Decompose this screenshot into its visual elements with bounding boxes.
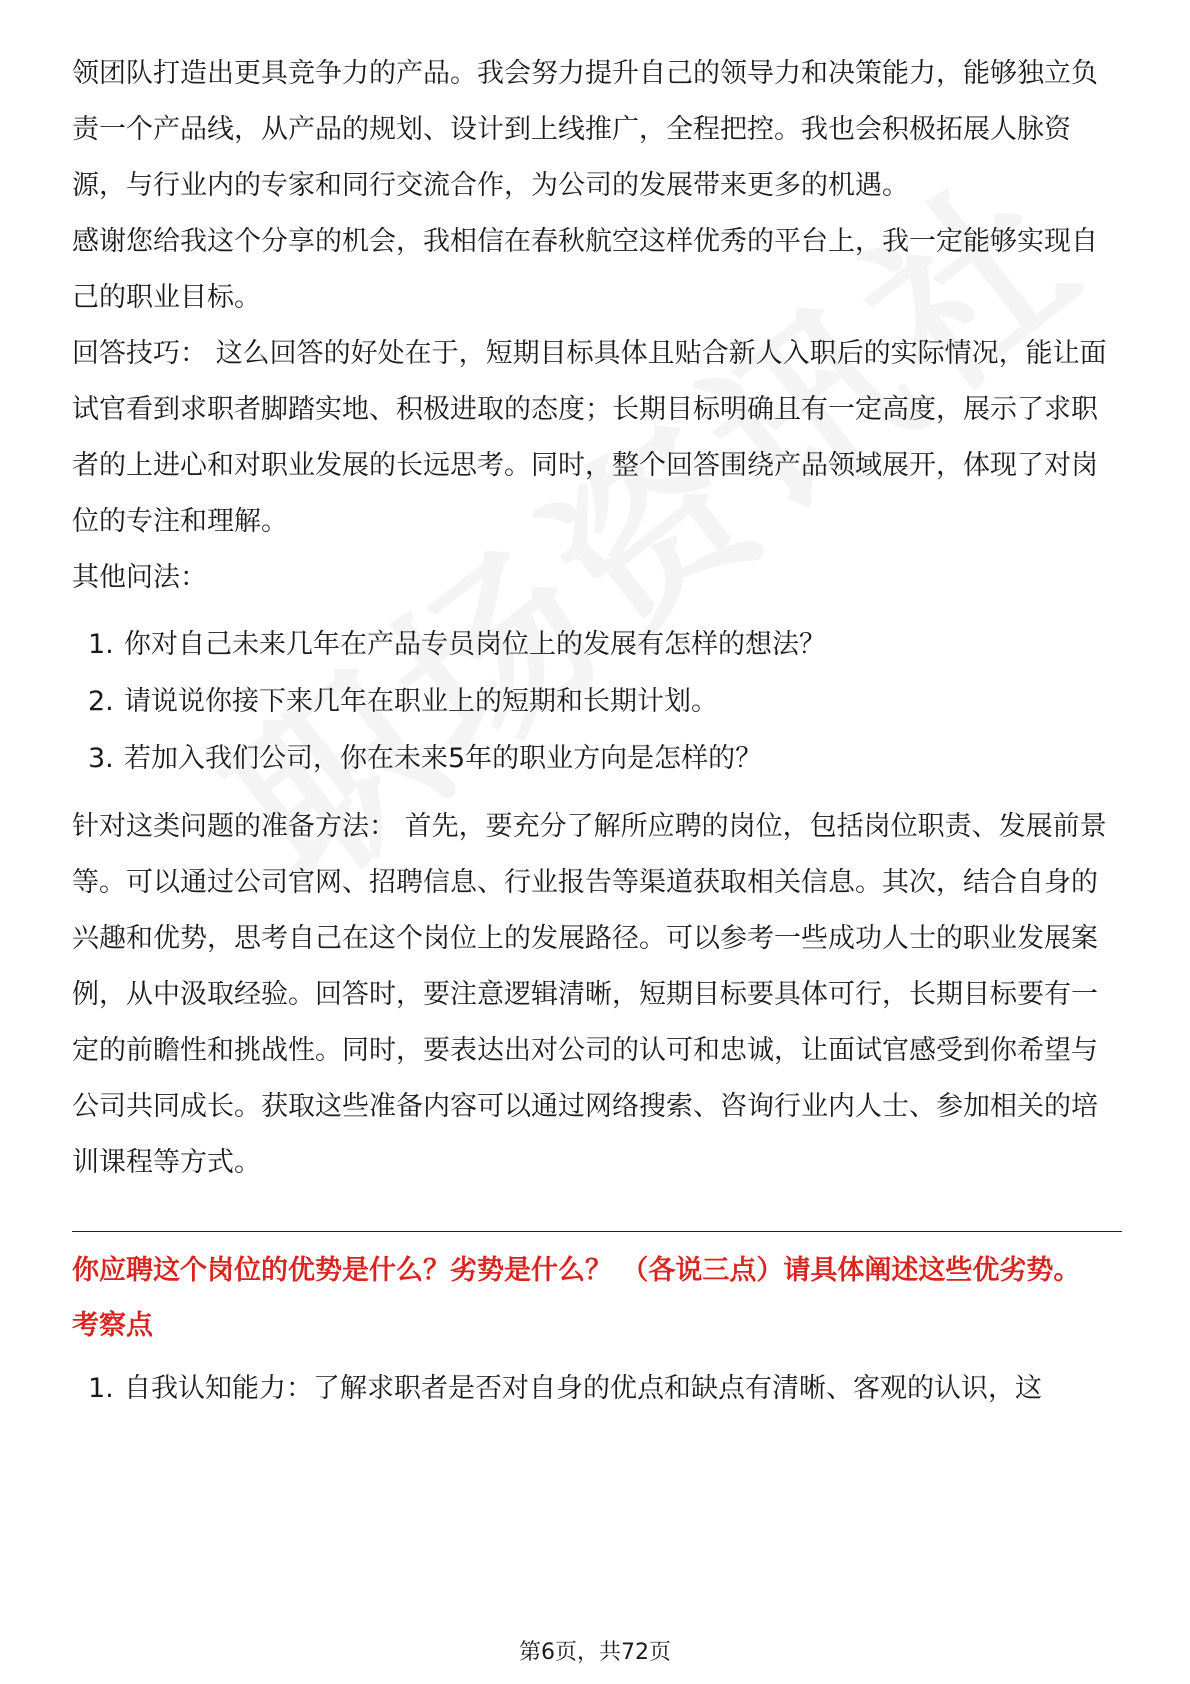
section-heading-assessment-points: 考察点 bbox=[72, 1310, 153, 1341]
list-item bbox=[72, 673, 1122, 730]
list-item-text: 你对自己未来几年在产品专员岗位上的发展有怎样的想法？ bbox=[124, 629, 826, 660]
paragraph-career-goal-continued: 领团队打造出更具竞争力的产品。我会努力提升自己的领导力和决策能力，能够独立负责一个产品线，从产品的规划、设计到上线推广，全程把控。我也会积极拓展人脉资源，与行业内的专家和同行交流合作，为公司的发展带来更多的机遇。 bbox=[72, 58, 1098, 201]
list-item bbox=[72, 616, 1122, 673]
list-item bbox=[72, 730, 1122, 787]
paragraph-preparation-method: 针对这类问题的准备方法： 首先，要充分了解所应聘的岗位，包括岗位职责、发展前景等。可以通过公司官网、招聘信息、行业报告等渠道获取相关信息。其次，结合自身的兴趣和优势，思考自己在这个岗位上的发展路径。可以参考一些成功人士的职业发展案例，从中汲取经验。回答时，要注意逻辑清晰，短期目标要具体可行，长期目标要有一定的前瞻性和挑战性。同时，要表达出对公司的认可和忠诚，让面试官感受到你希望与公司共同成长。获取这些准备内容可以通过网络搜索、咨询行业内人士、参加相关的培训课程等方式。 bbox=[72, 811, 1107, 1178]
list-item-number: 1. bbox=[88, 1373, 114, 1404]
page-number-footer: 第6页，共72页 bbox=[519, 1640, 671, 1665]
list-item bbox=[72, 1360, 1122, 1417]
document-body bbox=[72, 46, 1122, 1429]
paragraph-answer-tips: 回答技巧： 这么回答的好处在于，短期目标具体且贴合新人入职后的实际情况，能让面试官看到求职者脚踏实地、积极进取的态度；长期目标明确且有一定高度，展示了求职者的上进心和对职业发展的长远思考。同时，整个回答围绕产品领域展开，体现了对岗位的专注和理解。 bbox=[72, 338, 1107, 537]
section-divider bbox=[72, 1231, 1122, 1232]
list-item-text: 自我认知能力：了解求职者是否对自身的优点和缺点有清晰、客观的认识，这 bbox=[124, 1373, 1042, 1404]
other-questions-list bbox=[72, 616, 1122, 787]
list-item-number: 2. bbox=[88, 686, 114, 717]
list-item-number: 1. bbox=[88, 629, 114, 660]
assessment-points-list bbox=[72, 1360, 1122, 1417]
paragraph-closing-thanks: 感谢您给我这个分享的机会，我相信在春秋航空这样优秀的平台上，我一定能够实现自己的职业目标。 bbox=[72, 226, 1098, 313]
question-title: 你应聘这个岗位的优势是什么？劣势是什么？ （各说三点）请具体阐述这些优劣势。 bbox=[72, 1255, 1081, 1286]
list-item-text: 请说说你接下来几年在职业上的短期和长期计划。 bbox=[124, 686, 718, 717]
list-item-text: 若加入我们公司，你在未来5年的职业方向是怎样的？ bbox=[124, 743, 763, 774]
list-item-number: 3. bbox=[88, 743, 114, 774]
paragraph-other-questions-label: 其他问法： bbox=[72, 562, 207, 593]
